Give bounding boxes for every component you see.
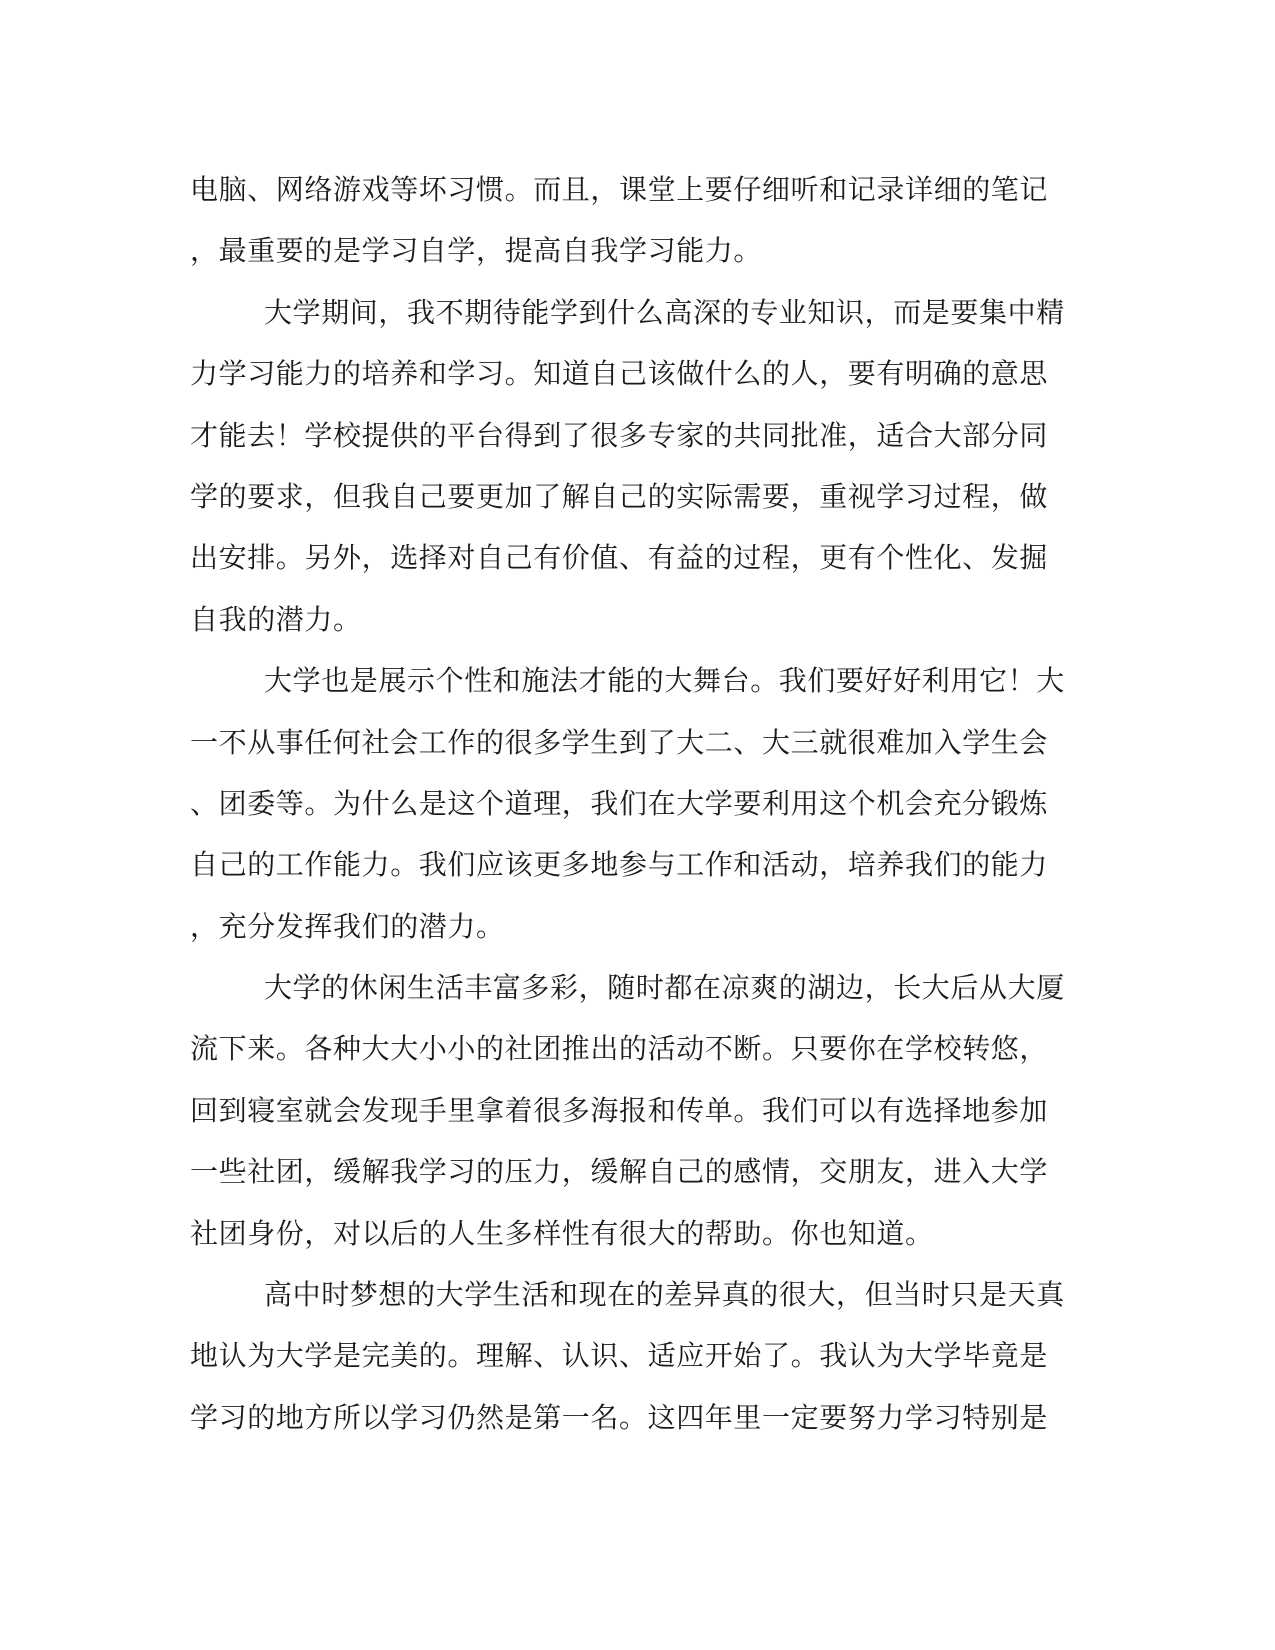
text-line: 学的要求，但我自己要更加了解自己的实际需要，重视学习过程，做 [190, 479, 1049, 513]
text-line: 才能去！学校提供的平台得到了很多专家的共同批准，适合大部分同 [190, 418, 1049, 452]
text-line: 力学习能力的培养和学习。知道自己该做什么的人，要有明确的意思 [190, 357, 1049, 391]
text-line: 出安排。另外，选择对自己有价值、有益的过程，更有个性化、发掘 [190, 541, 1049, 575]
text-line: 一些社团，缓解我学习的压力，缓解自己的感情，交朋友，进入大学 [190, 1155, 1049, 1189]
text-line: 自我的潜力。 [190, 602, 362, 636]
text-line: 自己的工作能力。我们应该更多地参与工作和活动，培养我们的能力 [190, 848, 1049, 882]
text-line: 回到寝室就会发现手里拿着很多海报和传单。我们可以有选择地参加 [190, 1093, 1049, 1127]
text-line: 电脑、网络游戏等坏习惯。而且，课堂上要仔细听和记录详细的笔记 [190, 173, 1049, 206]
paragraph-first-line: 大学也是展示个性和施法才能的大舞台。我们要好好利用它！大 [264, 664, 1065, 698]
text-line: 、团委等。为什么是这个道理，我们在大学要利用这个机会充分锻炼 [190, 786, 1049, 820]
body-text [190, 159, 1090, 1448]
paragraph-first-line: 大学期间，我不期待能学到什么高深的专业知识，而是要集中精 [264, 295, 1065, 329]
text-line: 流下来。各种大大小小的社团推出的活动不断。只要你在学校转悠， [190, 1032, 1049, 1066]
text-line: 地认为大学是完美的。理解、认识、适应开始了。我认为大学毕竟是 [190, 1339, 1049, 1373]
text-line: 社团身份，对以后的人生多样性有很大的帮助。你也知道。 [190, 1216, 934, 1250]
text-line: 一不从事任何社会工作的很多学生到了大二、大三就很难加入学生会 [190, 725, 1049, 759]
text-line: ，充分发挥我们的潜力。 [190, 909, 505, 943]
text-line: 学习的地方所以学习仍然是第一名。这四年里一定要努力学习特别是 [190, 1400, 1049, 1434]
paragraph-first-line: 高中时梦想的大学生活和现在的差异真的很大，但当时只是天真 [264, 1278, 1065, 1312]
text-line: ，最重要的是学习自学，提高自我学习能力。 [190, 234, 763, 268]
paragraph-first-line: 大学的休闲生活丰富多彩，随时都在凉爽的湖边，长大后从大厦 [264, 971, 1065, 1005]
